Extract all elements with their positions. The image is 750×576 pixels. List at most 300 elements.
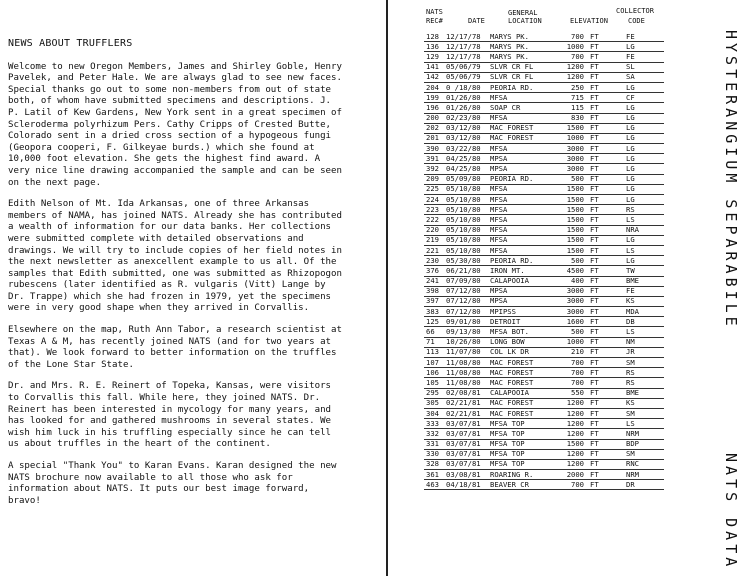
elevation-cell: 4500 xyxy=(552,266,588,276)
location-cell: MAC FOREST xyxy=(488,378,552,388)
table-row xyxy=(424,286,664,296)
table-row xyxy=(424,93,664,103)
elevation-cell: 1500 xyxy=(552,123,588,133)
date-cell: 05/06/79 xyxy=(444,72,488,82)
unit-cell: FT xyxy=(588,72,614,82)
location-cell: PEORIA RD. xyxy=(488,82,552,92)
rec-cell: 223 xyxy=(424,205,444,215)
elevation-cell: 1500 xyxy=(552,184,588,194)
table-row xyxy=(424,480,664,490)
rec-cell: 129 xyxy=(424,52,444,62)
table-header xyxy=(424,8,656,32)
date-cell: 11/08/80 xyxy=(444,358,488,368)
date-cell: 07/12/80 xyxy=(444,307,488,317)
table-row xyxy=(424,388,664,398)
header-elevation: ELEVATION xyxy=(570,17,608,25)
unit-cell: FT xyxy=(588,245,614,255)
collector-cell: LG xyxy=(614,184,664,194)
date-cell: 0 /18/80 xyxy=(444,82,488,92)
date-cell: 02/08/81 xyxy=(444,388,488,398)
location-cell: MFSA xyxy=(488,144,552,154)
table-row xyxy=(424,42,664,52)
elevation-cell: 1500 xyxy=(552,439,588,449)
table-row xyxy=(424,52,664,62)
location-cell: MPSA xyxy=(488,286,552,296)
location-cell: SLVR CR FL xyxy=(488,62,552,72)
collector-cell: BME xyxy=(614,388,664,398)
rec-cell: 142 xyxy=(424,72,444,82)
unit-cell: FT xyxy=(588,205,614,215)
collector-cell: SA xyxy=(614,72,664,82)
location-cell: MFSA TOP xyxy=(488,459,552,469)
date-cell: 05/09/80 xyxy=(444,174,488,184)
rec-cell: 330 xyxy=(424,449,444,459)
location-cell: MARYS PK. xyxy=(488,52,552,62)
date-cell: 05/10/80 xyxy=(444,205,488,215)
unit-cell: FT xyxy=(588,256,614,266)
location-cell: MAC FOREST xyxy=(488,398,552,408)
collector-cell: KS xyxy=(614,398,664,408)
elevation-cell: 715 xyxy=(552,93,588,103)
collector-cell: NM xyxy=(614,337,664,347)
collector-cell: RS xyxy=(614,205,664,215)
location-cell: CALAPOOIA xyxy=(488,388,552,398)
table-row xyxy=(424,225,664,235)
vertical-title xyxy=(718,30,740,570)
collector-cell: SL xyxy=(614,62,664,72)
date-cell: 03/07/81 xyxy=(444,439,488,449)
elevation-cell: 3000 xyxy=(552,286,588,296)
table-row xyxy=(424,470,664,480)
collector-cell: LS xyxy=(614,215,664,225)
unit-cell: FT xyxy=(588,480,614,490)
table-row xyxy=(424,398,664,408)
collector-cell: LG xyxy=(614,144,664,154)
location-cell: ROARING R. xyxy=(488,470,552,480)
location-cell: MFSA xyxy=(488,195,552,205)
date-cell: 05/06/79 xyxy=(444,62,488,72)
elevation-cell: 1000 xyxy=(552,337,588,347)
collector-cell: LG xyxy=(614,256,664,266)
news-paragraph-3: Elsewhere on the map, Ruth Ann Tabor, a research scientist at Texas A & M, has recently joined NATS (and for two years at that). We look forward to better information on the truffles of the Lone Star State. xyxy=(8,325,342,370)
rec-cell: 230 xyxy=(424,256,444,266)
location-cell: MFSA xyxy=(488,113,552,123)
location-cell: MPSA xyxy=(488,164,552,174)
location-cell: SOAP CR xyxy=(488,103,552,113)
location-cell: MFSA TOP xyxy=(488,419,552,429)
table-row xyxy=(424,235,664,245)
table-row xyxy=(424,82,664,92)
collector-cell: LS xyxy=(614,245,664,255)
rec-cell: 398 xyxy=(424,286,444,296)
collector-cell: CF xyxy=(614,93,664,103)
location-cell: MFSA xyxy=(488,245,552,255)
header-rec: REC# xyxy=(426,17,443,25)
collector-cell: BME xyxy=(614,276,664,286)
elevation-cell: 700 xyxy=(552,52,588,62)
date-cell: 04/18/81 xyxy=(444,480,488,490)
elevation-cell: 1200 xyxy=(552,72,588,82)
date-cell: 07/12/80 xyxy=(444,286,488,296)
table-row xyxy=(424,337,664,347)
collector-cell: RNC xyxy=(614,459,664,469)
location-cell: MPSA xyxy=(488,296,552,306)
rec-cell: 196 xyxy=(424,103,444,113)
rec-cell: 331 xyxy=(424,439,444,449)
rec-cell: 333 xyxy=(424,419,444,429)
elevation-cell: 1200 xyxy=(552,449,588,459)
elevation-cell: 1500 xyxy=(552,215,588,225)
rec-cell: 225 xyxy=(424,184,444,194)
date-cell: 12/17/78 xyxy=(444,42,488,52)
date-cell: 04/25/80 xyxy=(444,154,488,164)
table-row xyxy=(424,133,664,143)
date-cell: 05/10/80 xyxy=(444,225,488,235)
date-cell: 05/10/80 xyxy=(444,215,488,225)
elevation-cell: 3000 xyxy=(552,154,588,164)
table-row xyxy=(424,449,664,459)
unit-cell: FT xyxy=(588,429,614,439)
collector-cell: LG xyxy=(614,113,664,123)
location-cell: MFSA TOP xyxy=(488,429,552,439)
location-cell: COL LK DR xyxy=(488,347,552,357)
news-paragraph-2: Edith Nelson of Mt. Ida Arkansas, one of three Arkansas members of NAMA, has joined NATS. Already she has contributed a wealth of information for our data banks. Her collections were submitted complete with detailed observations and drawings. We will try to include copies of her field notes in the next newsletter as anexcellent example to us all. Of the samples that Edith submitted, one was submitted as Rhizopogon rubescens (later identified as R. vulgaris (Vitt) Lange by Dr. Trappe) which she had frozen in 1979, yet the specimens were in very good shape when they arrived in Corvallis. xyxy=(8,199,342,314)
location-cell: MFSA TOP xyxy=(488,449,552,459)
rec-cell: 113 xyxy=(424,347,444,357)
elevation-cell: 210 xyxy=(552,347,588,357)
table-row xyxy=(424,113,664,123)
elevation-cell: 400 xyxy=(552,276,588,286)
date-cell: 03/12/80 xyxy=(444,133,488,143)
date-cell: 03/22/80 xyxy=(444,144,488,154)
collector-cell: BDP xyxy=(614,439,664,449)
elevation-cell: 500 xyxy=(552,174,588,184)
collector-cell: NRM xyxy=(614,429,664,439)
collector-cell: RS xyxy=(614,378,664,388)
location-cell: DETROIT xyxy=(488,317,552,327)
rec-cell: 376 xyxy=(424,266,444,276)
unit-cell: FT xyxy=(588,52,614,62)
table-row xyxy=(424,72,664,82)
rec-cell: 390 xyxy=(424,144,444,154)
rec-cell: 66 xyxy=(424,327,444,337)
rec-cell: 224 xyxy=(424,195,444,205)
unit-cell: FT xyxy=(588,62,614,72)
unit-cell: FT xyxy=(588,317,614,327)
collector-cell: FE xyxy=(614,286,664,296)
date-cell: 05/10/80 xyxy=(444,245,488,255)
collector-cell: DB xyxy=(614,317,664,327)
location-cell: LONG BOW xyxy=(488,337,552,347)
location-cell: MAC FOREST xyxy=(488,368,552,378)
elevation-cell: 1200 xyxy=(552,62,588,72)
location-cell: MARYS PK. xyxy=(488,42,552,52)
collector-cell: LG xyxy=(614,174,664,184)
date-cell: 09/13/80 xyxy=(444,327,488,337)
unit-cell: FT xyxy=(588,470,614,480)
elevation-cell: 250 xyxy=(552,82,588,92)
rec-cell: 209 xyxy=(424,174,444,184)
table-row xyxy=(424,296,664,306)
location-cell: MPSA xyxy=(488,154,552,164)
rec-cell: 305 xyxy=(424,398,444,408)
rec-cell: 199 xyxy=(424,93,444,103)
date-cell: 10/26/80 xyxy=(444,337,488,347)
unit-cell: FT xyxy=(588,378,614,388)
table-row xyxy=(424,358,664,368)
elevation-cell: 3000 xyxy=(552,144,588,154)
rec-cell: 202 xyxy=(424,123,444,133)
collector-cell: NRA xyxy=(614,225,664,235)
table-row xyxy=(424,164,664,174)
table-row xyxy=(424,184,664,194)
unit-cell: FT xyxy=(588,459,614,469)
elevation-cell: 830 xyxy=(552,113,588,123)
elevation-cell: 1200 xyxy=(552,408,588,418)
unit-cell: FT xyxy=(588,225,614,235)
date-cell: 02/21/81 xyxy=(444,408,488,418)
date-cell: 03/12/80 xyxy=(444,123,488,133)
date-cell: 05/10/80 xyxy=(444,235,488,245)
rec-cell: 201 xyxy=(424,133,444,143)
date-cell: 11/07/80 xyxy=(444,347,488,357)
elevation-cell: 700 xyxy=(552,368,588,378)
date-cell: 12/17/78 xyxy=(444,32,488,42)
table-row xyxy=(424,317,664,327)
news-paragraph-1: Welcome to new Oregon Members, James and Shirley Goble, Henry Pavelek, and Peter Hale. We are always glad to see new faces. Special thanks go out to some non-members from out of state both, of whom have submitted specimens and descriptions. J. P. Latil of Kew Gardens, New York sent in a great specimen of Scleroderma polyrhizum Pers. Cathy Cripps of Crested Butte, Colorado sent in a dried cross section of a hypogeous fungi (Geopora cooperi, F. Gilkeyae burds.) which she found at 10,000 foot elevation. She gets the highest find award. A very nice line drawing accompanied the sample and can be seen on the next page. xyxy=(8,61,342,188)
table-row xyxy=(424,256,664,266)
nats-data-table xyxy=(424,32,664,490)
unit-cell: FT xyxy=(588,296,614,306)
unit-cell: FT xyxy=(588,113,614,123)
rec-cell: 304 xyxy=(424,408,444,418)
date-cell: 04/25/80 xyxy=(444,164,488,174)
date-cell: 07/12/80 xyxy=(444,296,488,306)
news-paragraph-5: A special "Thank You" to Karan Evans. Karan designed the new NATS brochure now available to all those who ask for information about NATS. It puts our best image forward, bravo! xyxy=(8,461,337,506)
unit-cell: FT xyxy=(588,439,614,449)
rec-cell: 241 xyxy=(424,276,444,286)
header-code: CODE xyxy=(628,17,645,25)
rec-cell: 332 xyxy=(424,429,444,439)
collector-cell: RS xyxy=(614,368,664,378)
unit-cell: FT xyxy=(588,286,614,296)
elevation-cell: 3000 xyxy=(552,307,588,317)
elevation-cell: 1500 xyxy=(552,195,588,205)
unit-cell: FT xyxy=(588,32,614,42)
collector-cell: SM xyxy=(614,358,664,368)
location-cell: PEORIA RD. xyxy=(488,256,552,266)
location-cell: MFSA xyxy=(488,235,552,245)
news-heading: NEWS ABOUT TRUFFLERS xyxy=(8,38,133,49)
table-row xyxy=(424,245,664,255)
location-cell: MFSA xyxy=(488,225,552,235)
table-row xyxy=(424,103,664,113)
unit-cell: FT xyxy=(588,123,614,133)
rec-cell: 328 xyxy=(424,459,444,469)
rec-cell: 71 xyxy=(424,337,444,347)
date-cell: 05/30/80 xyxy=(444,256,488,266)
elevation-cell: 500 xyxy=(552,256,588,266)
date-cell: 05/10/80 xyxy=(444,195,488,205)
vertical-title-nats-data: NATS DATA xyxy=(722,452,740,570)
date-cell: 07/09/80 xyxy=(444,276,488,286)
date-cell: 03/08/81 xyxy=(444,470,488,480)
table-row xyxy=(424,144,664,154)
unit-cell: FT xyxy=(588,388,614,398)
table-row xyxy=(424,174,664,184)
location-cell: MAC FOREST xyxy=(488,358,552,368)
header-nats: NATS xyxy=(426,8,443,16)
header-collector: COLLECTOR xyxy=(616,7,654,15)
elevation-cell: 1500 xyxy=(552,225,588,235)
collector-cell: JR xyxy=(614,347,664,357)
unit-cell: FT xyxy=(588,195,614,205)
collector-cell: LG xyxy=(614,235,664,245)
unit-cell: FT xyxy=(588,144,614,154)
table-row xyxy=(424,429,664,439)
elevation-cell: 1200 xyxy=(552,398,588,408)
unit-cell: FT xyxy=(588,133,614,143)
unit-cell: FT xyxy=(588,408,614,418)
unit-cell: FT xyxy=(588,449,614,459)
date-cell: 03/07/81 xyxy=(444,449,488,459)
table-row xyxy=(424,205,664,215)
date-cell: 03/07/81 xyxy=(444,429,488,439)
unit-cell: FT xyxy=(588,358,614,368)
collector-cell: TW xyxy=(614,266,664,276)
unit-cell: FT xyxy=(588,215,614,225)
unit-cell: FT xyxy=(588,347,614,357)
rec-cell: 383 xyxy=(424,307,444,317)
unit-cell: FT xyxy=(588,276,614,286)
elevation-cell: 700 xyxy=(552,358,588,368)
elevation-cell: 2000 xyxy=(552,470,588,480)
rec-cell: 222 xyxy=(424,215,444,225)
location-cell: MAC FOREST xyxy=(488,133,552,143)
unit-cell: FT xyxy=(588,398,614,408)
elevation-cell: 1500 xyxy=(552,205,588,215)
collector-cell: DR xyxy=(614,480,664,490)
collector-cell: SM xyxy=(614,449,664,459)
date-cell: 02/21/81 xyxy=(444,398,488,408)
collector-cell: FE xyxy=(614,52,664,62)
vertical-title-species: HYSTERANGIUM SEPARABILE xyxy=(722,30,740,330)
date-cell: 09/01/80 xyxy=(444,317,488,327)
table-row xyxy=(424,32,664,42)
elevation-cell: 1200 xyxy=(552,459,588,469)
rec-cell: 141 xyxy=(424,62,444,72)
table-row xyxy=(424,327,664,337)
rec-cell: 219 xyxy=(424,235,444,245)
table-row xyxy=(424,347,664,357)
elevation-cell: 700 xyxy=(552,32,588,42)
elevation-cell: 500 xyxy=(552,327,588,337)
rec-cell: 105 xyxy=(424,378,444,388)
location-cell: MFSA xyxy=(488,184,552,194)
location-cell: MFSA xyxy=(488,205,552,215)
location-cell: MAC FOREST xyxy=(488,123,552,133)
date-cell: 05/10/80 xyxy=(444,184,488,194)
unit-cell: FT xyxy=(588,307,614,317)
header-location: LOCATION xyxy=(508,17,542,25)
table-row xyxy=(424,408,664,418)
collector-cell: NRM xyxy=(614,470,664,480)
rec-cell: 128 xyxy=(424,32,444,42)
date-cell: 03/07/81 xyxy=(444,459,488,469)
collector-cell: LG xyxy=(614,195,664,205)
unit-cell: FT xyxy=(588,327,614,337)
collector-cell: LG xyxy=(614,123,664,133)
location-cell: MFSA BOT. xyxy=(488,327,552,337)
elevation-cell: 3000 xyxy=(552,296,588,306)
page-divider xyxy=(386,0,388,576)
table-row xyxy=(424,368,664,378)
rec-cell: 391 xyxy=(424,154,444,164)
unit-cell: FT xyxy=(588,174,614,184)
unit-cell: FT xyxy=(588,419,614,429)
rec-cell: 200 xyxy=(424,113,444,123)
header-general: GENERAL xyxy=(508,9,538,17)
elevation-cell: 550 xyxy=(552,388,588,398)
table-row xyxy=(424,276,664,286)
elevation-cell: 1500 xyxy=(552,245,588,255)
unit-cell: FT xyxy=(588,235,614,245)
unit-cell: FT xyxy=(588,266,614,276)
date-cell: 11/08/80 xyxy=(444,378,488,388)
table-row xyxy=(424,459,664,469)
collector-cell: LG xyxy=(614,82,664,92)
collector-cell: SM xyxy=(614,408,664,418)
location-cell: BEAVER CR xyxy=(488,480,552,490)
collector-cell: LG xyxy=(614,164,664,174)
location-cell: MAC FOREST xyxy=(488,408,552,418)
unit-cell: FT xyxy=(588,154,614,164)
table-row xyxy=(424,154,664,164)
rec-cell: 204 xyxy=(424,82,444,92)
elevation-cell: 1000 xyxy=(552,133,588,143)
rec-cell: 125 xyxy=(424,317,444,327)
rec-cell: 106 xyxy=(424,368,444,378)
table-row xyxy=(424,123,664,133)
elevation-cell: 115 xyxy=(552,103,588,113)
collector-cell: MDA xyxy=(614,307,664,317)
location-cell: MFSA xyxy=(488,93,552,103)
date-cell: 01/26/80 xyxy=(444,93,488,103)
date-cell: 01/26/80 xyxy=(444,103,488,113)
elevation-cell: 1000 xyxy=(552,42,588,52)
table-row xyxy=(424,419,664,429)
location-cell: IRON MT. xyxy=(488,266,552,276)
table-row xyxy=(424,195,664,205)
rec-cell: 136 xyxy=(424,42,444,52)
unit-cell: FT xyxy=(588,82,614,92)
location-cell: MARYS PK. xyxy=(488,32,552,42)
elevation-cell: 3000 xyxy=(552,164,588,174)
unit-cell: FT xyxy=(588,42,614,52)
elevation-cell: 1500 xyxy=(552,235,588,245)
date-cell: 02/23/80 xyxy=(444,113,488,123)
table-row xyxy=(424,215,664,225)
date-cell: 06/21/80 xyxy=(444,266,488,276)
collector-cell: LS xyxy=(614,419,664,429)
collector-cell: KS xyxy=(614,296,664,306)
collector-cell: LG xyxy=(614,42,664,52)
collector-cell: FE xyxy=(614,32,664,42)
unit-cell: FT xyxy=(588,184,614,194)
news-column xyxy=(8,30,346,517)
location-cell: PEORIA RD. xyxy=(488,174,552,184)
rec-cell: 463 xyxy=(424,480,444,490)
